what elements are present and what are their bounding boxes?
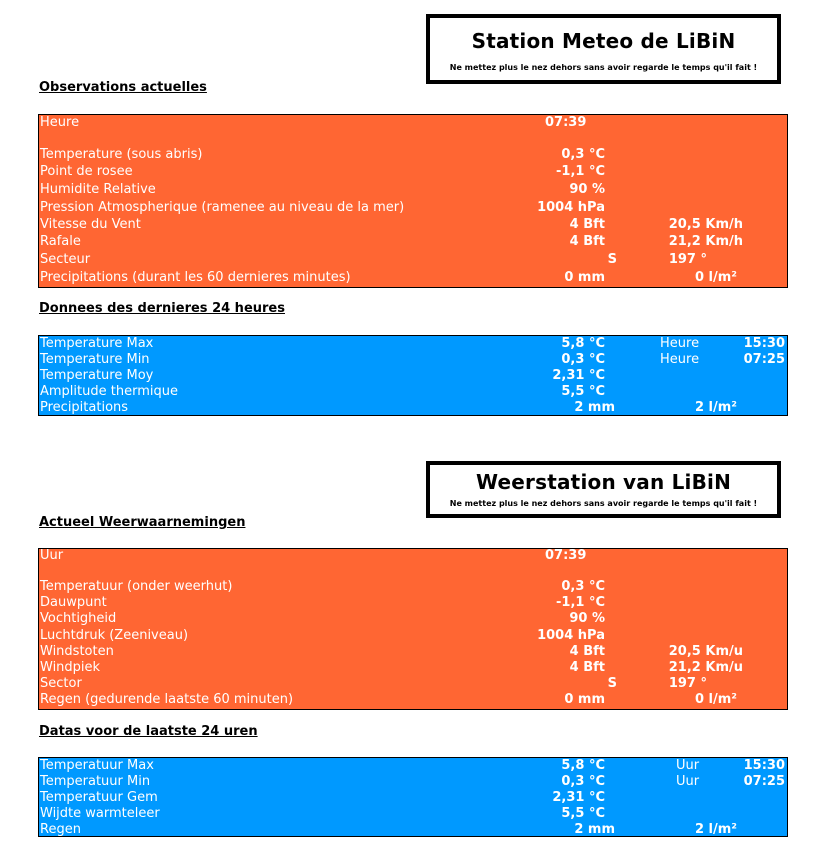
- row-value-secondary: 197 °: [668, 252, 707, 267]
- fr-last24-heading: Donnees des dernieres 24 heures: [39, 301, 285, 316]
- nl-last24-heading: Datas voor de laatste 24 uren: [39, 724, 258, 739]
- nl-time-row: [39, 547, 787, 564]
- row-label: Uur: [40, 548, 64, 563]
- row-label: Wijdte warmteleer: [40, 806, 160, 821]
- row-value: 2 mm: [574, 400, 615, 415]
- row-label: Temperatuur Gem: [40, 790, 158, 805]
- fr-current-heading: Observations actuelles: [39, 80, 207, 95]
- row-value-secondary: 21,2 Km/u: [668, 660, 743, 675]
- row-label: Point de rosee: [40, 164, 133, 179]
- row-value-secondary: 2 l/m²: [694, 400, 737, 415]
- table-row: [39, 163, 787, 180]
- row-value: S: [607, 676, 617, 691]
- fr-page-title: Station Meteo de LiBiN: [471, 29, 736, 53]
- row-value-secondary: 20,5 Km/h: [668, 217, 743, 232]
- table-row: [39, 659, 787, 676]
- row-value: 0,3 °C: [561, 774, 605, 789]
- row-label: Temperature Max: [40, 336, 154, 351]
- row-value: 2 mm: [574, 822, 615, 837]
- row-value: 5,5 °C: [561, 384, 605, 399]
- row-value: 0 mm: [564, 692, 605, 707]
- row-label: Rafale: [40, 234, 81, 249]
- row-value: 0 mm: [564, 270, 605, 285]
- row-label: Temperatuur (onder weerhut): [40, 579, 233, 594]
- row-value: 07:39: [545, 548, 587, 563]
- row-value: 4 Bft: [569, 217, 605, 232]
- row-label: Humidite Relative: [40, 182, 156, 197]
- row-value: -1,1 °C: [556, 595, 605, 610]
- row-label: Regen: [40, 822, 81, 837]
- row-label: Precipitations: [40, 400, 129, 415]
- row-label: Temperatuur Min: [40, 774, 151, 789]
- nl-last24-panel: [38, 757, 788, 837]
- table-row: [39, 216, 787, 233]
- row-label: Luchtdruk (Zeeniveau): [40, 628, 189, 643]
- nl-current-heading: Actueel Weerwaarnemingen: [39, 515, 246, 530]
- row-time: 07:25: [743, 774, 785, 789]
- table-row: [39, 773, 787, 790]
- row-time-label: Uur: [676, 758, 700, 773]
- row-value: 1004 hPa: [537, 200, 605, 215]
- row-value-secondary: 0 l/m²: [694, 270, 737, 285]
- row-value: 0,3 °C: [561, 147, 605, 162]
- table-row: [39, 351, 787, 368]
- fr-title-box: [426, 14, 781, 84]
- table-row: [39, 675, 787, 692]
- row-label: Amplitude thermique: [40, 384, 178, 399]
- nl-page-title: Weerstation van LiBiN: [475, 470, 732, 494]
- row-label: Vochtigheid: [40, 611, 117, 626]
- table-row: [39, 821, 787, 838]
- row-value: 5,8 °C: [561, 336, 605, 351]
- row-label: Vitesse du Vent: [40, 217, 141, 232]
- table-row: [39, 335, 787, 352]
- row-value: 90 %: [569, 182, 605, 197]
- table-row: [39, 233, 787, 250]
- row-label: Pression Atmospherique (ramenee au niveau de la mer): [40, 200, 405, 215]
- table-row: [39, 691, 787, 708]
- row-value-secondary: 21,2 Km/h: [668, 234, 743, 249]
- table-row: [39, 251, 787, 268]
- row-value: 4 Bft: [569, 234, 605, 249]
- table-row: [39, 146, 787, 163]
- row-value-secondary: 2 l/m²: [694, 822, 737, 837]
- row-label: Sector: [40, 676, 82, 691]
- row-value: 5,5 °C: [561, 806, 605, 821]
- table-row: [39, 789, 787, 806]
- row-time-label: Heure: [660, 352, 700, 367]
- row-value: 4 Bft: [569, 660, 605, 675]
- table-row: [39, 399, 787, 416]
- row-label: Windstoten: [40, 644, 114, 659]
- row-label: Windpiek: [40, 660, 101, 675]
- row-value: 90 %: [569, 611, 605, 626]
- table-row: [39, 805, 787, 822]
- fr-page-subtitle: Ne mettez plus le nez dehors sans avoir regarde le temps qu'il fait !: [449, 63, 758, 72]
- table-row: [39, 627, 787, 644]
- row-label: Heure: [40, 115, 80, 130]
- row-value: 2,31 °C: [552, 368, 605, 383]
- table-row: [39, 367, 787, 384]
- row-value: -1,1 °C: [556, 164, 605, 179]
- nl-current-panel: [38, 548, 788, 710]
- table-row: [39, 757, 787, 774]
- row-label: Secteur: [40, 252, 91, 267]
- table-row: [39, 269, 787, 286]
- row-label: Precipitations (durant les 60 dernieres minutes): [40, 270, 351, 285]
- row-time-label: Uur: [676, 774, 700, 789]
- row-time: 15:30: [743, 336, 785, 351]
- row-label: Temperature (sous abris): [40, 147, 203, 162]
- row-value: 5,8 °C: [561, 758, 605, 773]
- table-row: [39, 199, 787, 216]
- row-value: 2,31 °C: [552, 790, 605, 805]
- table-row: [39, 181, 787, 198]
- row-value-secondary: 197 °: [668, 676, 707, 691]
- table-row: [39, 594, 787, 611]
- fr-time-row: [39, 114, 787, 131]
- row-value: 07:39: [545, 115, 587, 130]
- row-value-secondary: 0 l/m²: [694, 692, 737, 707]
- row-value: S: [607, 252, 617, 267]
- row-label: Temperature Min: [40, 352, 150, 367]
- fr-current-panel: [38, 114, 788, 288]
- table-row: [39, 610, 787, 627]
- table-row: [39, 578, 787, 595]
- table-row: [39, 383, 787, 400]
- row-label: Temperature Moy: [40, 368, 154, 383]
- row-time: 07:25: [743, 352, 785, 367]
- row-label: Temperatuur Max: [40, 758, 154, 773]
- row-time-label: Heure: [660, 336, 700, 351]
- nl-title-box: [426, 461, 781, 518]
- row-value-secondary: 20,5 Km/u: [668, 644, 743, 659]
- row-time: 15:30: [743, 758, 785, 773]
- fr-last24-panel: [38, 335, 788, 416]
- row-value: 1004 hPa: [537, 628, 605, 643]
- row-label: Dauwpunt: [40, 595, 107, 610]
- row-value: 4 Bft: [569, 644, 605, 659]
- row-value: 0,3 °C: [561, 352, 605, 367]
- row-value: 0,3 °C: [561, 579, 605, 594]
- nl-page-subtitle: Ne mettez plus le nez dehors sans avoir regarde le temps qu'il fait !: [449, 499, 758, 508]
- table-row: [39, 643, 787, 660]
- row-label: Regen (gedurende laatste 60 minuten): [40, 692, 294, 707]
